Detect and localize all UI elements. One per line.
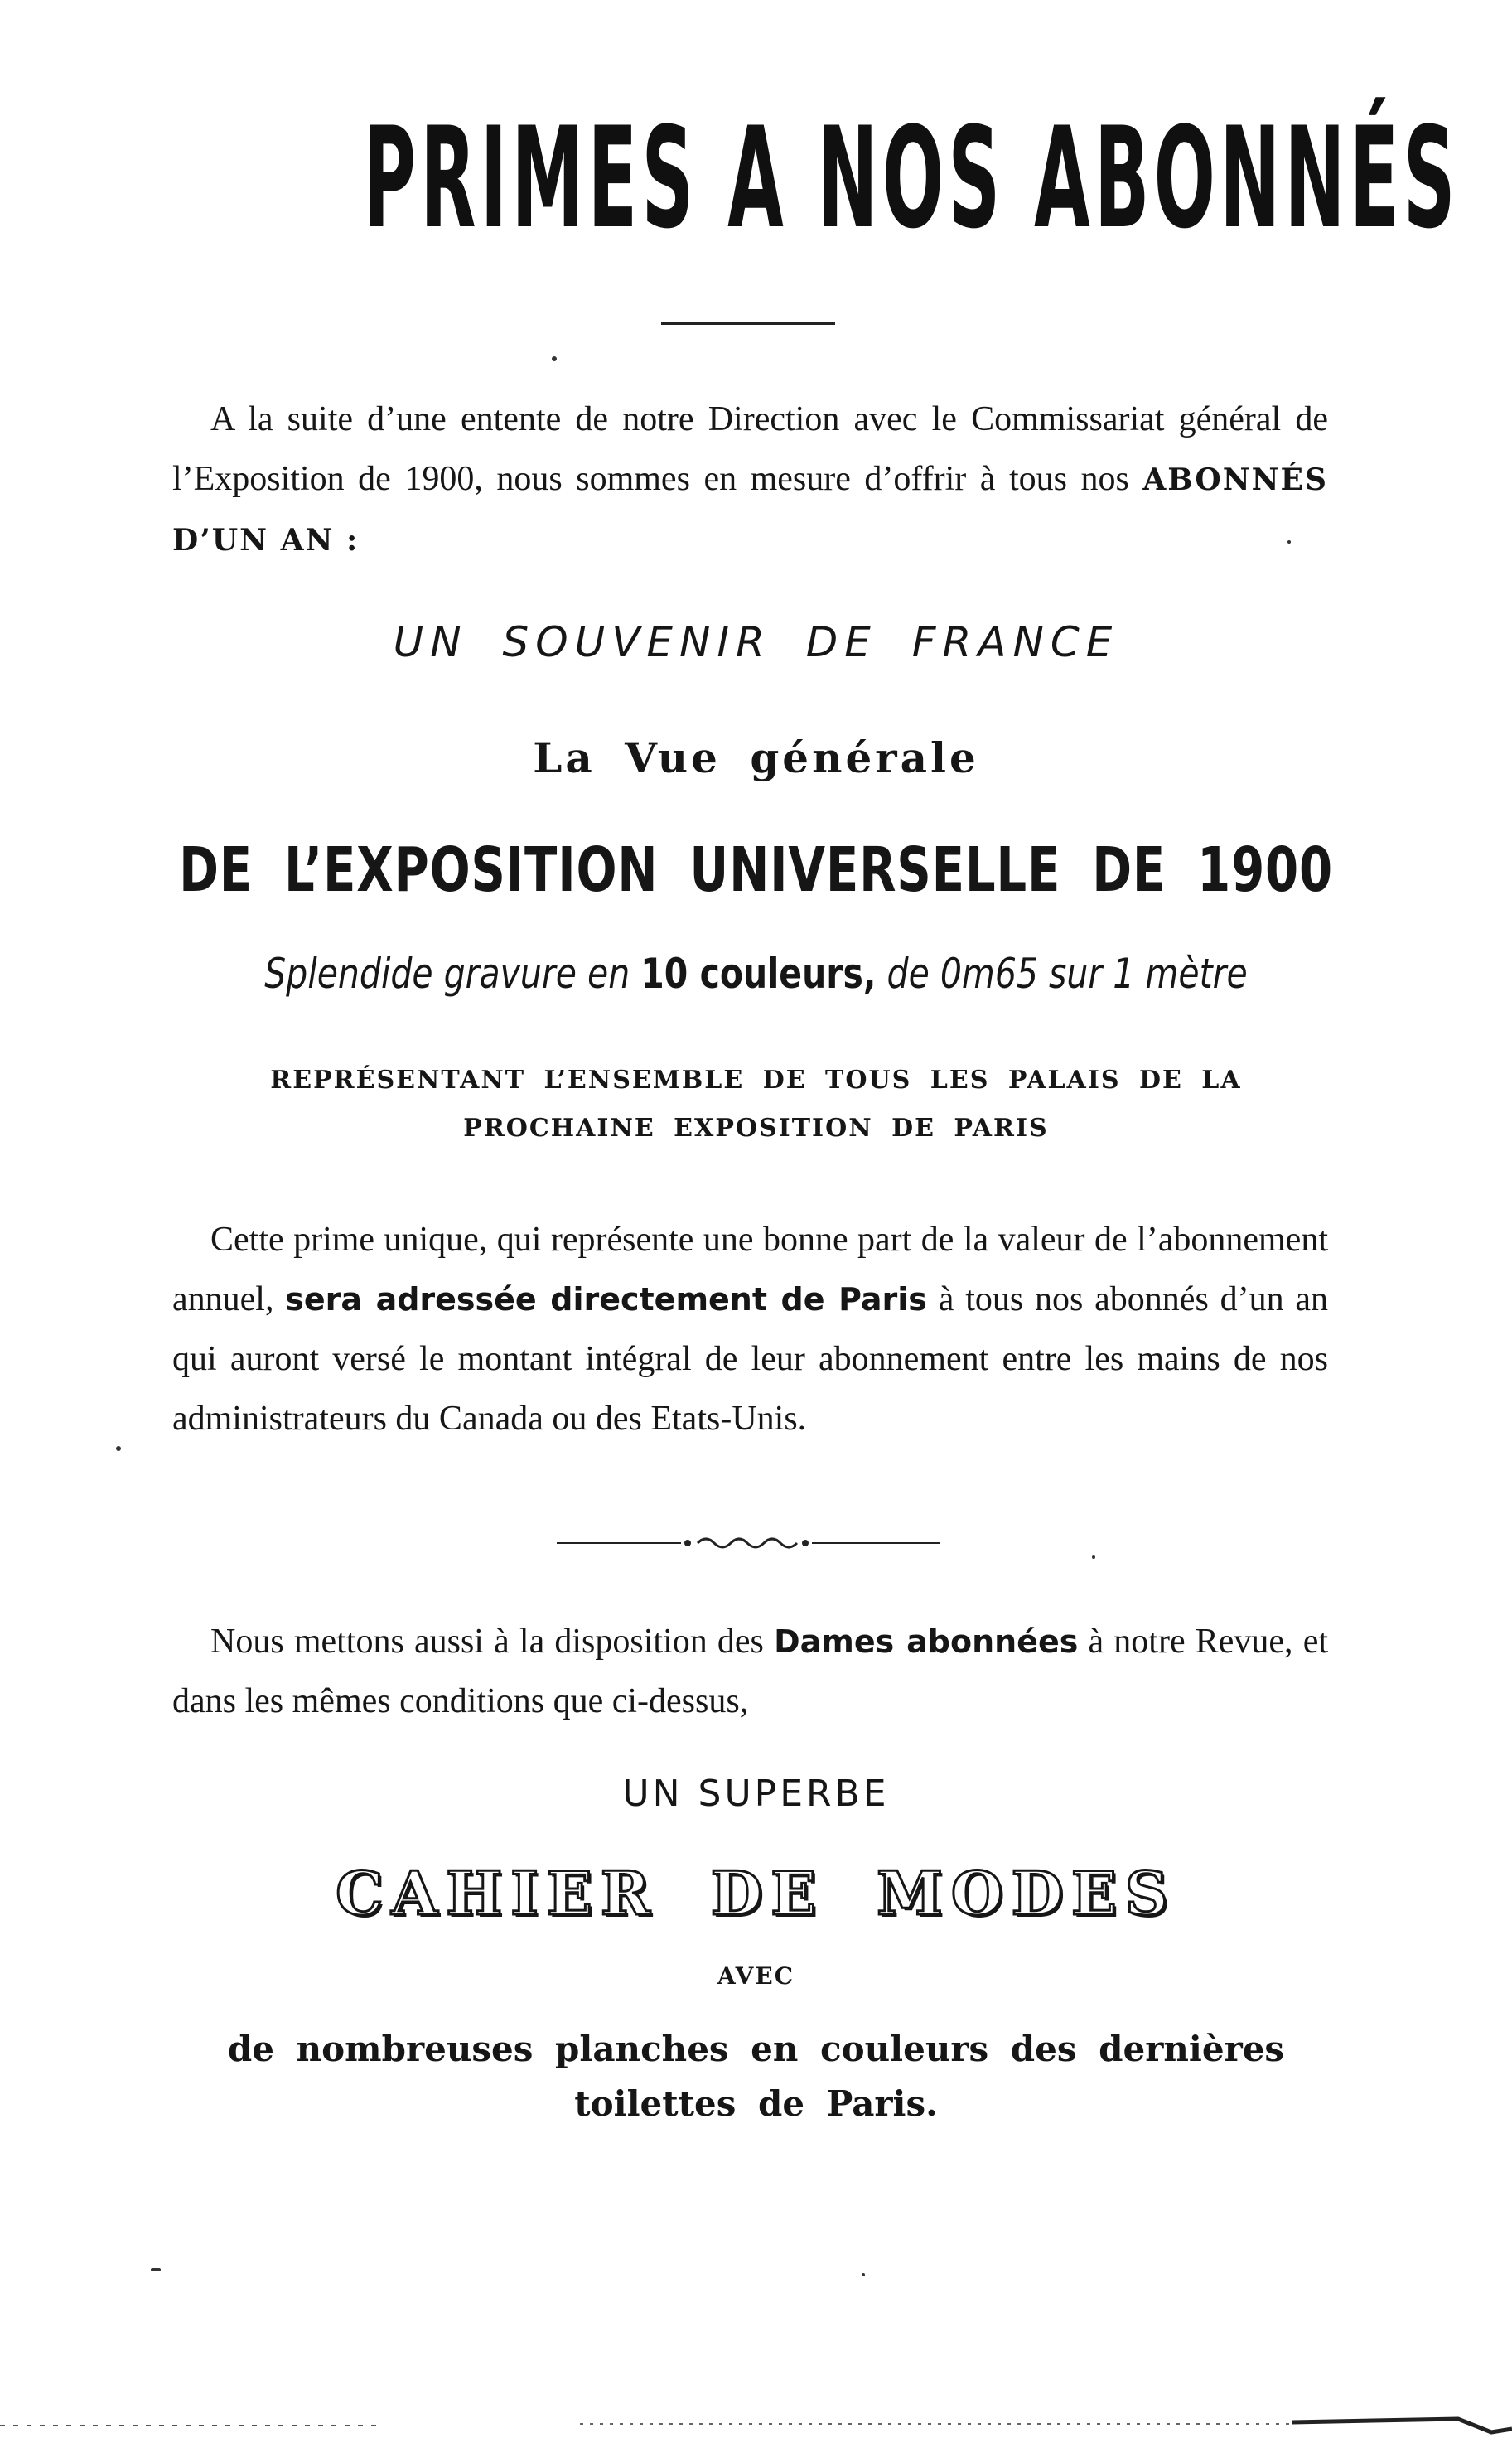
- intro-emphasis: ABONNÉS D’UN AN :: [172, 462, 1328, 558]
- prime-paragraph: [172, 1210, 1328, 1449]
- print-speck: [151, 2268, 161, 2271]
- dames-paragraph: [172, 1612, 1328, 1731]
- vue-generale-heading: La Vue générale: [533, 733, 979, 782]
- gravure-count: 10 couleurs,: [640, 950, 877, 998]
- title-divider: [661, 322, 835, 325]
- intro-text: A la suite d’une entente de notre Direction avec le Commissariat général de l’Exposition de 1900, nous sommes en mesure d’offrir à tous nos: [172, 400, 1328, 498]
- print-speck: [1092, 1555, 1095, 1559]
- avec-label: AVEC: [717, 1962, 795, 1990]
- exposition-heading: DE L’EXPOSITION UNIVERSELLE DE 1900: [179, 834, 1333, 906]
- gravure-after: de 0m65 sur 1 mètre: [886, 950, 1248, 998]
- print-speck: [116, 1446, 121, 1451]
- representant-line: REPRÉSENTANT L’ENSEMBLE DE TOUS LES PALAIS DE LA PROCHAINE EXPOSITION DE PARIS: [270, 1066, 1242, 1143]
- prime-text-after: à tous nos abonnés d’un an qui auront versé le montant intégral de leur abonnement entre les mains de nos administrateurs du Canada ou des Etats-Unis.: [172, 1280, 1329, 1438]
- print-speck: [862, 2273, 865, 2276]
- dames-emphasis: Dames abonnées: [774, 1623, 1079, 1660]
- prime-emphasis: sera adressée directement de Paris: [285, 1281, 927, 1318]
- dames-text-after: à notre Revue, et dans les mêmes conditions que ci-dessus,: [172, 1623, 1329, 1720]
- gravure-before: Splendide gravure en: [264, 950, 630, 998]
- superbe-heading: UN SUPERBE: [622, 1773, 890, 1815]
- cahier-heading: CAHIER DE MODES: [336, 1858, 1176, 1928]
- gravure-line: [136, 945, 1376, 1003]
- prime-text-before: Cette prime unique, qui représente une bonne part de la valeur de l’abonnement annuel,: [172, 1221, 1328, 1318]
- scan-edge-noise: [0, 2407, 1512, 2438]
- ornament-divider: [557, 1533, 940, 1553]
- print-speck: [1287, 540, 1291, 544]
- souvenir-heading: UN SOUVENIR DE FRANCE: [393, 618, 1119, 666]
- planches-text: de nombreuses planches en couleurs des dernières toilettes de Paris.: [227, 2029, 1285, 2124]
- dames-text-before: Nous mettons aussi à la disposition des: [210, 1623, 764, 1661]
- intro-paragraph: [172, 389, 1328, 570]
- print-speck: [552, 356, 557, 361]
- page-title: PRIMES A NOS ABONNÉS: [363, 97, 1460, 259]
